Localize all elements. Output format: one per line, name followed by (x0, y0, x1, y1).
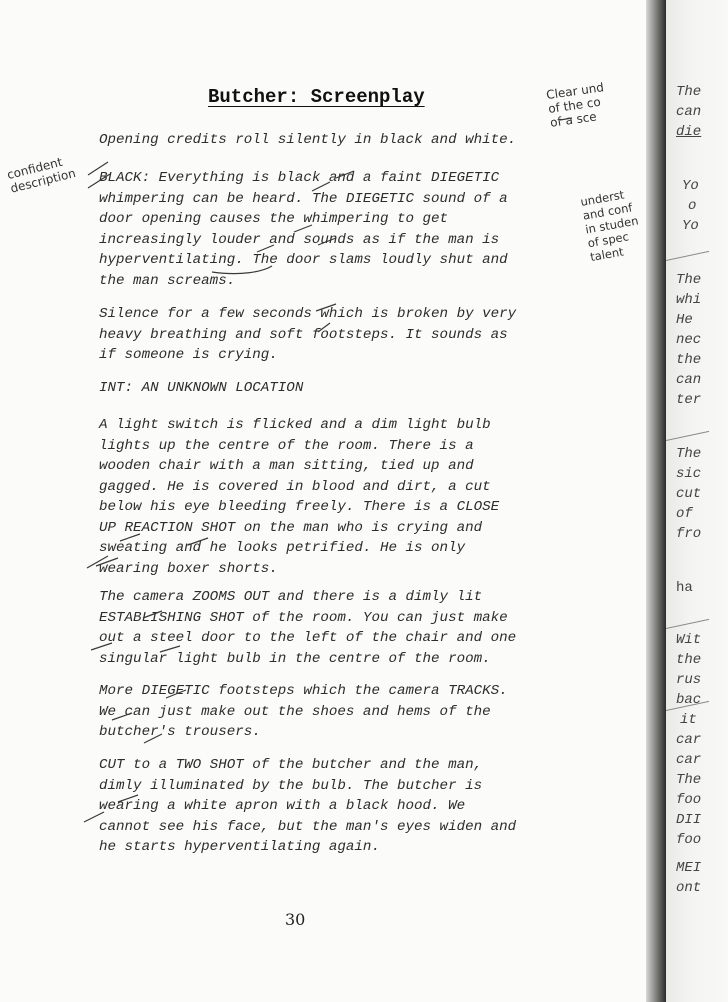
facing-page-word: foo (676, 832, 702, 848)
paragraph-light-switch: A light switch is flicked and a dim light bulb lights up the centre of the room. There is a wooden chair with a man sitting, tied up and gagged. He is covered in blood and dirt, a cut below his eye bleeding freely. There is a CLOSE UP REACTION SHOT on the man who is crying and sweating and he looks petrified. He is only wearing boxer shorts. (99, 417, 500, 577)
facing-page-word: Wit (676, 632, 702, 648)
book-gutter (646, 0, 666, 1002)
facing-page-word: cut (676, 486, 702, 502)
facing-page-pen-mark (666, 431, 709, 441)
facing-page-word: can (676, 104, 702, 120)
facing-page (666, 0, 728, 1002)
paragraph-opening-credits: Opening credits roll silently in black and white. (99, 132, 517, 148)
facing-page-word: Yo (682, 178, 699, 194)
scene-heading: INT: AN UNKNOWN LOCATION (99, 380, 304, 396)
facing-page-word: fro (676, 526, 702, 542)
page-number: 30 (285, 910, 306, 929)
facing-page-word: ha (676, 580, 693, 596)
facing-page-word: The (676, 272, 702, 288)
margin-annotation-mid-right: underst and conf in studen of spec talent (579, 187, 640, 265)
paragraph-two-shot: CUT to a TWO SHOT of the butcher and the man, dimly illuminated by the bulb. The butcher is wearing a white apron with a black hood. We cannot see his face, but the man's eyes widen and he starts hyperventilating again. (99, 757, 517, 855)
facing-page-word: nec (676, 332, 702, 348)
paragraph-footsteps: More DIEGETIC footsteps which the camera TRACKS. We can just make out the shoes and hems of the butcher's trousers. (99, 683, 508, 740)
paragraph-silence: Silence for a few seconds which is broken by very heavy breathing and soft footsteps. It sounds as if someone is crying. (99, 306, 517, 363)
paragraph-black: BLACK: Everything is black and a faint DIEGETIC whimpering can be heard. The DIEGETIC sound of a door opening causes the whimpering to get increasingly louder and sounds as if the man is hyperventilating. The door slams loudly shut and the man screams. (99, 170, 508, 289)
facing-page-word: of (676, 506, 693, 522)
facing-page-word: Yo (682, 218, 699, 234)
facing-page-word: The (676, 446, 702, 462)
paragraph-camera-zooms: The camera ZOOMS OUT and there is a dimly lit ESTABLISHING SHOT of the room. You can just make out a steel door to the left of the chair and one singular light bulb in the centre of the room. (99, 589, 517, 667)
facing-page-word: o (688, 198, 697, 214)
facing-page-word: the (676, 352, 702, 368)
facing-page-word: foo (676, 792, 702, 808)
facing-page-word: it (680, 712, 697, 728)
facing-page-word: The (676, 84, 702, 100)
facing-page-word: sic (676, 466, 702, 482)
facing-page-word: He (676, 312, 693, 328)
facing-page-word: die (676, 124, 702, 140)
facing-page-word: DII (676, 812, 702, 828)
facing-page-word: ont (676, 880, 702, 896)
facing-page-word: can (676, 372, 702, 388)
facing-page-word: car (676, 732, 702, 748)
margin-annotation-top-right: Clear und of the co of a sce (545, 80, 605, 130)
facing-page-pen-mark (666, 619, 709, 629)
document-title: Butcher: Screenplay (208, 86, 425, 108)
facing-page-word: whi (676, 292, 702, 308)
facing-page-word: The (676, 772, 702, 788)
facing-page-word: MEI (676, 860, 702, 876)
facing-page-word: car (676, 752, 702, 768)
facing-page-pen-mark (666, 251, 709, 261)
margin-annotation-left: confident description (5, 154, 78, 196)
facing-page-word: rus (676, 672, 702, 688)
facing-page-word: the (676, 652, 702, 668)
facing-page-word: bac (676, 692, 702, 708)
facing-page-word: ter (676, 392, 702, 408)
